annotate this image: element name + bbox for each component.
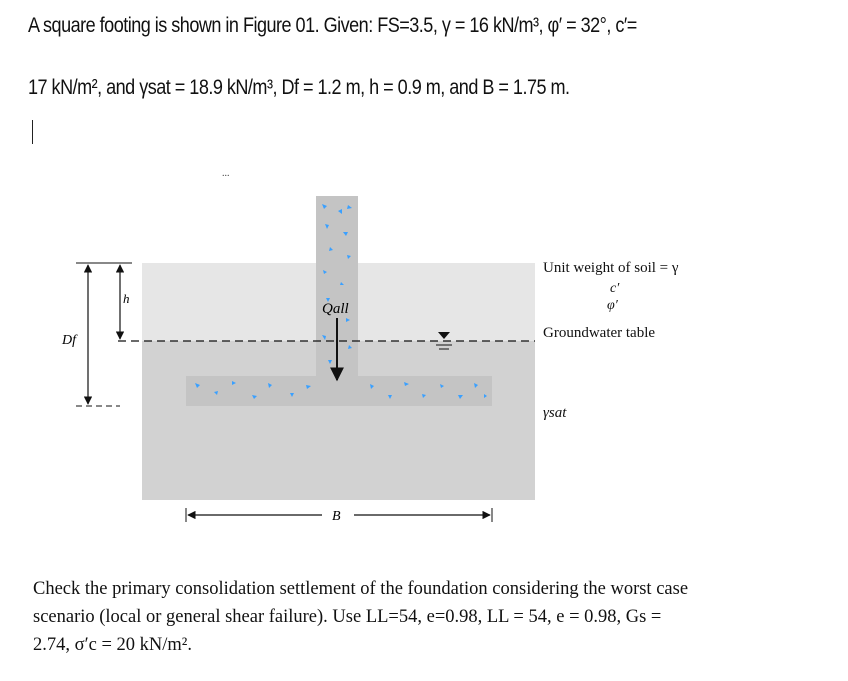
df-label: Df xyxy=(62,333,76,348)
b-label: B xyxy=(332,509,341,524)
gamma-sat-label: γsat xyxy=(543,405,567,421)
footing-base xyxy=(186,376,492,406)
ellipsis-mark: ... xyxy=(222,168,230,179)
problem-line-1: A square footing is shown in Figure 01. Given: FS=3.5, γ = 16 kN/m³, φ′ = 32°, c′= xyxy=(28,14,637,37)
check-line-1: Check the primary consolidation settlement of the foundation considering the worst case xyxy=(33,579,689,599)
check-paragraph xyxy=(33,575,813,659)
groundwater-label: Groundwater table xyxy=(543,325,656,341)
check-line-3: 2.74, σ′c = 20 kN/m². xyxy=(33,635,192,655)
check-line-2: scenario (local or general shear failure). Use LL=54, e=0.98, LL = 54, e = 0.98, Gs = xyxy=(33,607,662,627)
unit-weight-label: Unit weight of soil = γ xyxy=(543,260,679,276)
c-prime-label: c′ xyxy=(610,281,620,296)
load-label: Qall xyxy=(322,301,349,317)
problem-line-2: 17 kN/m², and γsat = 18.9 kN/m³, Df = 1.2 m, h = 0.9 m, and B = 1.75 m. xyxy=(28,76,570,99)
h-label: h xyxy=(123,291,130,306)
phi-prime-label: φ′ xyxy=(607,298,618,313)
